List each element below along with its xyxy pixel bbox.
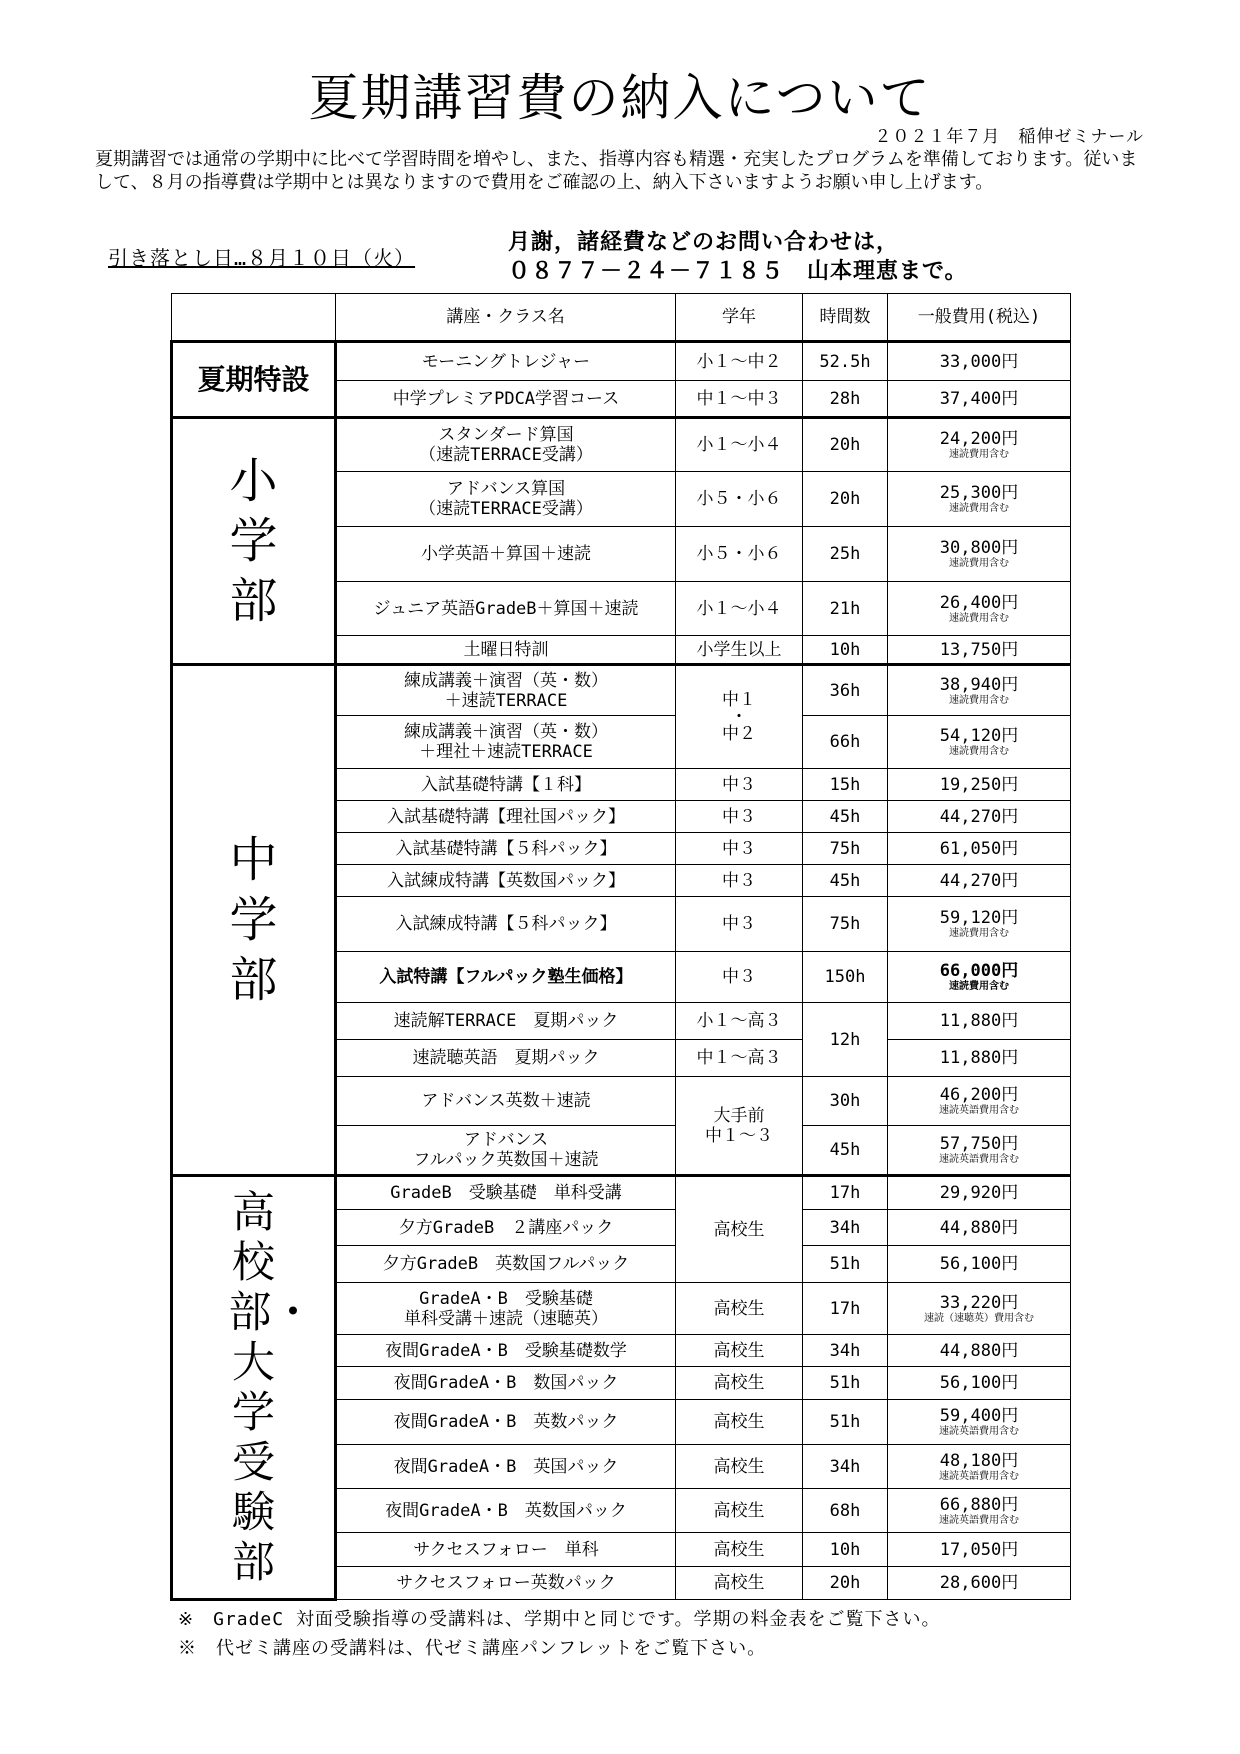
contact-line: 月謝，諸経費などのお問い合わせは，: [508, 230, 900, 255]
course-cell: 夕方GradeB ２講座パック: [336, 1210, 676, 1246]
course-cell: 速読聴英語 夏期パック: [336, 1040, 676, 1077]
hours-cell: 30h: [803, 1077, 888, 1126]
fee-note: 速読（速聴英）費用含む: [924, 1312, 1034, 1324]
fee-value: 57,750円: [939, 1134, 1019, 1154]
course-line: GradeA・B 受験基礎: [419, 1288, 593, 1309]
grade-cell: 高校生: [676, 1176, 803, 1283]
fee-note: 速読費用含む: [949, 928, 1009, 939]
grade-cell: 小学生以上: [676, 636, 803, 665]
fee-value: 30,800円: [939, 538, 1019, 558]
fee-cell: 19,250円: [888, 769, 1071, 801]
hours-cell: 75h: [803, 897, 888, 952]
course-cell: モーニングトレジャー: [336, 342, 676, 381]
fee-cell: [888, 665, 1071, 716]
course-cell: [336, 665, 676, 716]
fee-cell: [888, 472, 1071, 527]
grade-cell: 高校生: [676, 1533, 803, 1567]
fee-note: 速読英語費用含む: [939, 1105, 1019, 1116]
dept-kaki: 夏期特設: [172, 342, 336, 418]
hours-cell: 51h: [803, 1246, 888, 1283]
hours-cell: 25h: [803, 527, 888, 582]
hours-cell: 51h: [803, 1367, 888, 1400]
hours-cell: 17h: [803, 1176, 888, 1210]
hours-cell: 45h: [803, 801, 888, 833]
table-row: [172, 418, 1071, 472]
fee-note: 速読費用含む: [949, 746, 1009, 757]
course-cell: 入試特講【フルパック塾生価格】: [336, 952, 676, 1003]
course-line: 単科受講＋速読（速聴英）: [404, 1308, 608, 1329]
fee-cell: 44,880円: [888, 1210, 1071, 1246]
course-cell: 夜間GradeA・B 英数国パック: [336, 1489, 676, 1533]
fee-note: 速読費用含む: [949, 503, 1009, 514]
table-row: [172, 342, 1071, 381]
fee-value: 33,220円: [939, 1292, 1019, 1313]
fee-note: 速読英語費用含む: [939, 1426, 1019, 1437]
grade-line: 大手前: [713, 1105, 765, 1126]
grade-cell: 中３: [676, 833, 803, 865]
fee-cell: [888, 897, 1071, 952]
fee-cell: [888, 1283, 1071, 1335]
fee-cell: [888, 1445, 1071, 1489]
grade-cell: 小１～小４: [676, 418, 803, 472]
fee-value: 46,200円: [939, 1085, 1019, 1105]
hours-cell: 66h: [803, 716, 888, 769]
fee-note: 速読費用含む: [949, 694, 1009, 706]
hours-cell: 21h: [803, 582, 888, 636]
course-cell: 入試練成特講【英数国パック】: [336, 865, 676, 897]
page-title: 夏期講習費の納入について: [308, 69, 932, 127]
course-cell: 夜間GradeA・B 英国パック: [336, 1445, 676, 1489]
fee-cell: [888, 716, 1071, 769]
hours-cell: 15h: [803, 769, 888, 801]
dept-label: 中学部: [229, 832, 278, 1008]
contact-info: [508, 228, 968, 286]
hours-cell: 34h: [803, 1335, 888, 1367]
hours-cell: 75h: [803, 833, 888, 865]
course-cell: 入試練成特講【５科パック】: [336, 897, 676, 952]
fee-value: 66,000円: [939, 961, 1019, 981]
hours-cell: 45h: [803, 1126, 888, 1176]
grade-cell: [676, 1077, 803, 1176]
header-dept: [172, 294, 336, 342]
grade-cell: 高校生: [676, 1335, 803, 1367]
hours-cell: 34h: [803, 1445, 888, 1489]
footnote: ※ GradeC 対面受験指導の受講料は、学期中と同じです。学期の料金表をご覧下さい。: [178, 1609, 941, 1630]
hours-cell: 36h: [803, 665, 888, 716]
course-cell: ジュニア英語GradeB＋算国＋速読: [336, 582, 676, 636]
fee-note: 速読英語費用含む: [939, 1470, 1019, 1482]
grade-cell: 高校生: [676, 1445, 803, 1489]
hours-cell: 150h: [803, 952, 888, 1003]
fee-cell: [888, 527, 1071, 582]
dept-middle: [172, 665, 336, 1176]
table-header-row: [172, 294, 1071, 342]
fee-cell: 44,270円: [888, 865, 1071, 897]
fee-note: 速読費用含む: [949, 612, 1009, 624]
fee-cell: 29,920円: [888, 1176, 1071, 1210]
grade-separator: ・: [730, 707, 748, 727]
fee-value: 25,300円: [939, 483, 1019, 503]
table-row: [172, 1176, 1071, 1210]
fee-value: 26,400円: [939, 592, 1019, 613]
hours-cell: 17h: [803, 1283, 888, 1335]
grade-cell: 高校生: [676, 1567, 803, 1600]
hours-cell: 10h: [803, 636, 888, 665]
grade-cell: 中３: [676, 952, 803, 1003]
course-cell: 夜間GradeA・B 英数パック: [336, 1400, 676, 1445]
dept-high-school: [172, 1176, 336, 1600]
fee-value: 66,880円: [939, 1494, 1019, 1515]
course-cell: [336, 472, 676, 527]
course-line: （速読TERRACE受講）: [419, 445, 593, 465]
course-line: フルパック英数国＋速読: [413, 1150, 599, 1170]
header-grade: 学年: [676, 294, 803, 342]
debit-date: 引き落とし日…８月１０日（火）: [108, 246, 416, 270]
fee-cell: 13,750円: [888, 636, 1071, 665]
hours-cell: 52.5h: [803, 342, 888, 381]
hours-cell: 10h: [803, 1533, 888, 1567]
fee-cell: 11,880円: [888, 1003, 1071, 1040]
hours-cell: 68h: [803, 1489, 888, 1533]
fee-note: 速読英語費用含む: [939, 1514, 1019, 1526]
course-cell: [336, 716, 676, 769]
grade-cell: 中１～高３: [676, 1040, 803, 1077]
fee-note: 速読英語費用含む: [939, 1154, 1019, 1165]
fee-cell: 28,600円: [888, 1567, 1071, 1600]
header-fee: 一般費用(税込): [888, 294, 1071, 342]
course-cell: 入試基礎特講【理社国パック】: [336, 801, 676, 833]
fee-note: 速読費用含む: [949, 558, 1009, 569]
course-cell: 入試基礎特講【５科パック】: [336, 833, 676, 865]
table-row: [172, 665, 1071, 716]
fee-cell: 56,100円: [888, 1367, 1071, 1400]
course-cell: アドバンス英数＋速読: [336, 1077, 676, 1126]
grade-cell: 小１～高３: [676, 1003, 803, 1040]
course-cell: 小学英語＋算国＋速読: [336, 527, 676, 582]
course-cell: 速読解TERRACE 夏期パック: [336, 1003, 676, 1040]
grade-cell: 中３: [676, 801, 803, 833]
hours-cell: 45h: [803, 865, 888, 897]
grade-line: 中２: [722, 724, 756, 744]
fee-cell: 61,050円: [888, 833, 1071, 865]
fee-value: 59,400円: [939, 1406, 1019, 1426]
fee-cell: [888, 952, 1071, 1003]
fee-cell: [888, 1126, 1071, 1176]
fee-cell: [888, 418, 1071, 472]
grade-cell: 小１～中２: [676, 342, 803, 381]
course-cell: [336, 1126, 676, 1176]
fee-cell: 44,880円: [888, 1335, 1071, 1367]
fee-cell: [888, 1077, 1071, 1126]
fee-note: 速読費用含む: [949, 981, 1009, 992]
fee-cell: [888, 1489, 1071, 1533]
course-cell: [336, 418, 676, 472]
course-line: アドバンス: [463, 1130, 549, 1150]
hours-cell: 20h: [803, 472, 888, 527]
course-line: （速読TERRACE受講）: [419, 499, 593, 519]
fee-cell: [888, 1400, 1071, 1445]
fee-value: 59,120円: [939, 908, 1019, 928]
hours-cell: 34h: [803, 1210, 888, 1246]
contact-phone: ０８７７－２４－７１８５ 山本理恵まで。: [508, 259, 968, 284]
dept-label: 高校部・大学受験部: [228, 1187, 315, 1588]
fee-cell: [888, 582, 1071, 636]
grade-cell: 中３: [676, 897, 803, 952]
course-line: 練成講義＋演習（英・数）: [404, 670, 608, 691]
footnote: ※ 代ゼミ講座の受講料は、代ゼミ講座パンフレットをご覧下さい。: [178, 1638, 767, 1659]
grade-cell: 小５・小６: [676, 472, 803, 527]
grade-cell: 高校生: [676, 1367, 803, 1400]
grade-cell: 高校生: [676, 1283, 803, 1335]
fee-value: 54,120円: [939, 726, 1019, 746]
course-cell: 中学プレミアPDCA学習コース: [336, 381, 676, 418]
course-cell: 土曜日特訓: [336, 636, 676, 665]
course-line: ＋速読TERRACE: [444, 690, 568, 711]
fee-value: 48,180円: [939, 1450, 1019, 1471]
fee-note: 速読費用含む: [949, 449, 1009, 460]
fee-cell: 17,050円: [888, 1533, 1071, 1567]
course-cell: 夕方GradeB 英数国フルパック: [336, 1246, 676, 1283]
grade-cell: 小５・小６: [676, 527, 803, 582]
grade-cell: 中３: [676, 769, 803, 801]
grade-line: 中１: [722, 690, 756, 710]
course-cell: 夜間GradeA・B 数国パック: [336, 1367, 676, 1400]
course-line: アドバンス算国: [446, 479, 566, 499]
grade-line: 中１～３: [705, 1125, 773, 1146]
intro-paragraph: 夏期講習では通常の学期中に比べて学習時間を増やし、また、指導内容も精選・充実したプログラムを準備しております。従いまして、８月の指導費は学期中とは異なりますので費用をご確認の上、納入下さいますようお願い申し上げます。: [95, 149, 1138, 193]
grade-cell: 高校生: [676, 1400, 803, 1445]
fee-cell: 37,400円: [888, 381, 1071, 418]
hours-cell: 20h: [803, 418, 888, 472]
date-publisher: ２０２１年７月 稲伸ゼミナール: [874, 127, 1144, 147]
fee-cell: 56,100円: [888, 1246, 1071, 1283]
course-cell: 入試基礎特講【１科】: [336, 769, 676, 801]
fee-cell: 44,270円: [888, 801, 1071, 833]
course-cell: サクセスフォロー 単科: [336, 1533, 676, 1567]
header-hours: 時間数: [803, 294, 888, 342]
grade-cell: 中１～中３: [676, 381, 803, 418]
course-cell: GradeB 受験基礎 単科受講: [336, 1176, 676, 1210]
dept-label: 小学部: [229, 453, 278, 629]
dept-elementary: [172, 418, 336, 665]
grade-cell: [676, 665, 803, 769]
hours-cell: 51h: [803, 1400, 888, 1445]
header-course: 講座・クラス名: [336, 294, 676, 342]
course-line: 練成講義＋演習（英・数）: [404, 722, 608, 742]
hours-cell: 28h: [803, 381, 888, 418]
fee-table: [170, 293, 1071, 1601]
fee-cell: 11,880円: [888, 1040, 1071, 1077]
grade-cell: 小１～小４: [676, 582, 803, 636]
hours-cell: 12h: [803, 1003, 888, 1077]
course-line: スタンダード算国: [438, 425, 574, 445]
grade-cell: 中３: [676, 865, 803, 897]
fee-value: 24,200円: [939, 429, 1019, 449]
course-cell: 夜間GradeA・B 受験基礎数学: [336, 1335, 676, 1367]
course-cell: サクセスフォロー英数パック: [336, 1567, 676, 1600]
fee-value: 38,940円: [939, 674, 1019, 695]
course-cell: [336, 1283, 676, 1335]
fee-cell: 33,000円: [888, 342, 1071, 381]
hours-cell: 20h: [803, 1567, 888, 1600]
grade-cell: 高校生: [676, 1489, 803, 1533]
course-line: ＋理社＋速読TERRACE: [419, 742, 593, 762]
